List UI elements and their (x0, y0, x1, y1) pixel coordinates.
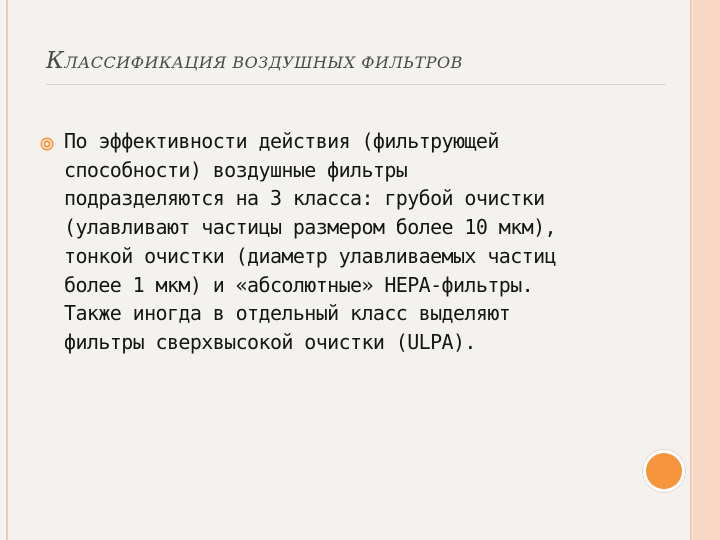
bullet-line: По эффективности действия (фильтрующей (64, 129, 499, 153)
bullet-line: более 1 мкм) и «абсолютные» HEPA-фильтры. (64, 272, 534, 297)
title-divider (46, 84, 666, 85)
right-border-strip (693, 0, 720, 540)
right-border-line (690, 0, 692, 540)
bullet-line: подразделяются на 3 класса: грубой очистки (64, 186, 545, 211)
bullet-line: Также иногда в отдельный класс выделяют (64, 301, 511, 326)
title-initial: К (46, 48, 65, 74)
circle-flower-bullet-icon (40, 137, 54, 151)
bullet-line: тонкой очистки (диаметр улавливаемых частиц (64, 243, 556, 268)
bullet-line: способности) воздушные фильтры (64, 157, 408, 182)
bullet-text (64, 127, 644, 357)
bullet-line: фильтры сверхвысокой очистки (ULPA). (64, 329, 476, 354)
left-border-line (6, 0, 8, 540)
bullet-line: (улавливают частицы размером более 10 мкм), (64, 215, 556, 240)
slide-title (46, 48, 463, 74)
title-rest: ЛАССИФИКАЦИЯ ВОЗДУШНЫХ ФИЛЬТРОВ (64, 53, 463, 72)
orange-circle-icon (643, 450, 685, 492)
